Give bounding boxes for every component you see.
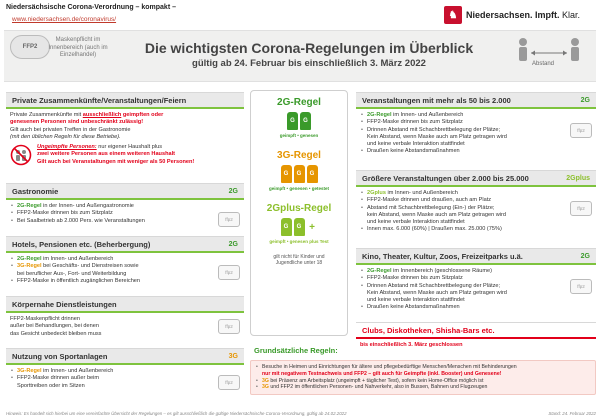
ffp2-mask-icon: ffp2: [218, 212, 240, 227]
ffp2-mask-icon: FFP2: [10, 35, 50, 59]
distance-label: Abstand: [532, 61, 555, 67]
basic-rule-2: • 3G bei Präsenz am Arbeitsplatz (ungeimpft + täglicher Test), sofern kein Home-Office möglich ist: [255, 378, 591, 385]
rule-3g-title: 3G-Regel: [277, 150, 321, 161]
tag-2g: 2G: [228, 187, 238, 195]
panel-title-koerper: Körpernahe Dienstleistungen: [12, 299, 117, 309]
panel-title-kino: Kino, Theater, Kultur, Zoos, Freizeitparks u.ä.: [362, 251, 523, 261]
panel-title-hotels: Hotels, Pensionen etc. (Beherbergung): [12, 239, 151, 249]
basic-rules-title: Grundsätzliche Regeln:: [254, 346, 338, 355]
ffp2-mask-icon: ffp2: [218, 319, 240, 334]
rule-2gplus-legend: geimpft • genesen plus Test: [269, 239, 329, 244]
rule-2g-people: G G: [251, 112, 347, 130]
ffp2-mask-icon: ffp2: [570, 123, 592, 138]
no-group-icon: [10, 144, 32, 166]
rule-2gplus-people: G G +: [251, 218, 347, 236]
rule-2gplus-title: 2Gplus-Regel: [266, 203, 332, 214]
clubs-closed-text: bis einschließlich 3. März geschlossen: [360, 342, 463, 348]
panel-title-gastro: Gastronomie: [12, 186, 59, 196]
rule-2g-title: 2G-Regel: [277, 97, 321, 108]
panel-veranstaltungen-50: Veranstaltungen mit mehr als 50 bis 2.000 2G • 2G-Regel im Innen- und Außenbereich • FFP2-Maske drinnen bis zum Sitzplatz • Drinnen Abstand mit Schachbrettbelegung der Plätze; Kein Abstand, wenn Maske auch am Platz getragen wird und keine verbale Interaktion stattfindet • Draußen keine Abstandsmaßnahmen ffp2: [356, 92, 596, 159]
rule-note-2: Jugendliche unter 18: [275, 260, 323, 266]
basic-rule-1: • Besuche in Heimen und Einrichtungen für ältere und pflegebedürftige Menschen/Menschen mit Behinderungen: [255, 364, 591, 371]
horse-icon: ♞: [444, 6, 462, 24]
logo-text-light: Klar.: [559, 10, 581, 20]
panel-title-v50: Veranstaltungen mit mehr als 50 bis 2.000: [362, 95, 511, 105]
panel-gastronomie: Gastronomie 2G • 2G-Regel in der Innen- und Außengastronomie • FFP2-Maske drinnen bis zum Sitzplatz • Bei Saalbetrieb ab 2.000 Pers. wie Veranstaltungen ffp2: [6, 183, 244, 228]
panel-title-v2000: Größere Veranstaltungen über 2.000 bis 25.000: [362, 173, 529, 183]
panel-private-gatherings: Private Zusammenkünfte/Veranstaltungen/Feiern Private Zusammenkünfte mit ausschließlich geimpften oder genesenen Personen sind unbeschränkt zulässig! Gilt auch bei privaten Treffen in der Gastronomie (mit den üblichen Regeln für diese Betriebe). Ungeimpfte Personen: nur eigener Haushalt plus zwei weitere Personen aus einem weiteren Haushalt Gilt auch bei Veranstaltungen mit weniger als 50 Personen!: [6, 92, 244, 169]
footer-disclaimer: Hinweis: Es handelt sich hierbei um eine vereinfachte Übersicht der Regelungen – es gilt ausschließlich die gültige Niedersächsische Corona-Verordnung, gültig ab 24.02.2022: [6, 411, 347, 416]
title-banner: [4, 30, 596, 82]
logo-text-bold: Niedersachsen. Impft.: [466, 10, 560, 20]
basic-rules-box: • Besuche in Heimen und Einrichtungen für ältere und pflegebedürftige Menschen/Menschen mit Behinderungen nur mit negativem Testnachweis und FFP2 – gilt auch für Geimpfte (inkl. Booster) und Genesene! • 3G bei Präsenz am Arbeitsplatz (ungeimpft + täglicher Test), sofern kein Home-Office möglich ist • 3G und FFP2 im öffentlichen Personen- und Nahverkehr, also in Bussen, Bahnen und Flugzeugen: [250, 360, 596, 395]
panel-title-private: Private Zusammenkünfte/Veranstaltungen/Feiern: [6, 92, 244, 109]
rule-3g-people: G G G: [251, 165, 347, 183]
panel-koerpernahe: Körpernahe Dienstleistungen FFP2-Maskenpflicht drinnen außer bei Behandlungen, bei denen das Gesicht unbedeckt bleiben muss ffp2: [6, 296, 244, 341]
panel-title-clubs: Clubs, Diskotheken, Shisha-Bars etc.: [356, 322, 596, 339]
page-title: Die wichtigsten Corona-Regelungen im Überblick: [144, 40, 474, 56]
header-url-link[interactable]: www.niedersachsen.de/coronavirus/: [12, 16, 117, 23]
panel-hotels: Hotels, Pensionen etc. (Beherbergung) 2G • 2G-Regel im Innen- und Außenbereich • 3G-Regel bei Geschäfts- und Dienstreisen sowie bei beruflicher Aus-, Fort- und Weiterbildung • FFP2-Maske in öffentlich zugänglichen Bereichen ffp2: [6, 236, 244, 288]
distance-icon: [514, 37, 584, 63]
ffp2-mask-icon: ffp2: [570, 279, 592, 294]
rule-2g-legend: geimpft • genesen: [279, 133, 319, 138]
panel-title-sport: Nutzung von Sportanlagen: [12, 351, 108, 361]
panel-clubs: [356, 322, 596, 352]
panel-kino: Kino, Theater, Kultur, Zoos, Freizeitparks u.ä. 2G • 2G-Regel im Innenbereich (geschlossene Räume) • FFP2-Maske drinnen bis zum Sitzplatz • Drinnen Abstand mit Schachbrettbelegung der Plätze; Kein Abstand, wenn Maske auch am Platz getragen wird und keine verbale Interaktion stattfindet • Draußen keine Abstandsmaßnahmen ffp2: [356, 248, 596, 315]
basic-rule-3: • 3G und FFP2 im öffentlichen Personen- und Nahverkehr, also in Bussen, Bahnen und Flugzeugen: [255, 384, 591, 391]
panel-sport: Nutzung von Sportanlagen 3G • 3G-Regel im Innen- und Außenbereich • FFP2-Maske drinnen außer beim Sporttreiben oder im Sitzen ffp2: [6, 348, 244, 393]
header-title: Niedersächsische Corona-Verordnung – kompakt –: [6, 4, 176, 11]
ffp2-mask-icon: ffp2: [218, 265, 240, 280]
mask-requirement-text: Maskenpflicht im Innenbereich (auch im Einzelhandel): [48, 37, 108, 58]
ffp2-mask-icon: ffp2: [218, 375, 240, 390]
page-subtitle: gültig ab 24. Februar bis einschließlich 3. März 2022: [192, 58, 426, 69]
panel-veranstaltungen-2000: Größere Veranstaltungen über 2.000 bis 25.000 2Gplus • 2Gplus im Innen- und Außenbereich • FFP2-Maske drinnen und draußen, auch am Platz • Abstand mit Schachbrettbelegung (Ein-) der Plätze; kein Abstand, wenn Maske auch am Platz getragen wird und keine verbale Interaktion stattfindet • Innen max. 6.000 (60%) | Draußen max. 25.000 (75%) ffp2: [356, 170, 596, 237]
rules-legend-box: [250, 90, 348, 336]
footer-date: Stand: 24. Februar 2022: [548, 411, 596, 416]
rule-3g-legend: geimpft • genesen • getestet: [269, 186, 329, 191]
ffp2-mask-icon: ffp2: [570, 201, 592, 216]
rule-note-1: gilt nicht für Kinder und: [273, 254, 325, 260]
niedersachsen-logo: [444, 5, 596, 25]
